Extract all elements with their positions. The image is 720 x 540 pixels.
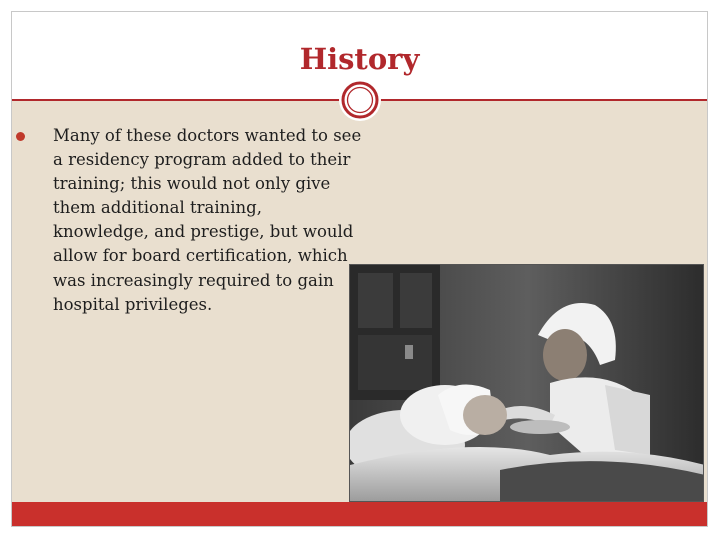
slide-title: History bbox=[299, 42, 420, 76]
circle-ornament-icon bbox=[338, 78, 382, 122]
nurse-feeding-patient-photo-icon bbox=[350, 265, 704, 502]
bullet-text: Many of these doctors wanted to see a residency program added to their training; this would not only give them additional training, knowledge, and prestige, but would allow for board certification, which was increasingly required to gain hospital privileges. bbox=[53, 126, 362, 314]
footer-bar bbox=[12, 502, 707, 526]
photo-nurse-feeding-patient bbox=[349, 264, 704, 502]
bullet-marker-icon bbox=[16, 132, 25, 141]
